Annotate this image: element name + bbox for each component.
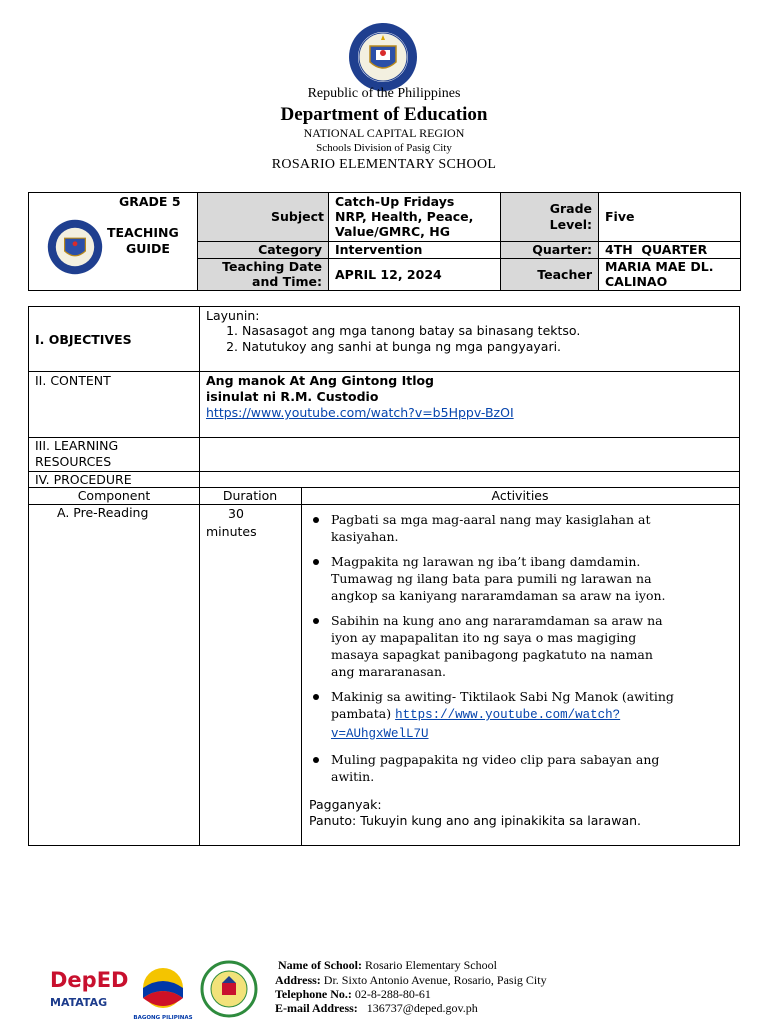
deped-seal-logo [348, 22, 418, 92]
objective-item: 1. Nasasagot ang mga tanong batay sa binasang tektso. [242, 323, 736, 339]
story-video-link[interactable]: https://www.youtube.com/watch?v=b5Hppv-BzOI [206, 405, 514, 420]
content-label: II. CONTENT [35, 373, 111, 388]
footer-school-name: Name of School: Rosario Elementary School [278, 958, 497, 972]
song-video-link[interactable]: https://www.youtube.com/watch? [395, 708, 621, 722]
republic-text: Republic of the Philippines [307, 86, 461, 101]
learning-resources-label: III. LEARNING RESOURCES [35, 438, 119, 469]
activity-item: Pagbati sa mga mag-aaral nang may kasiglahan at kasiyahan. [309, 511, 735, 545]
bagong-pilipinas-logo [132, 964, 194, 1022]
story-author: isinulat ni R.M. Custodio [206, 389, 379, 404]
info-table [28, 192, 741, 291]
teaching-date-value: APRIL 12, 2024 [335, 267, 442, 282]
teaching-guide-line2: GUIDE [126, 241, 170, 256]
school-name: ROSARIO ELEMENTARY SCHOOL [271, 157, 497, 172]
grade-level-value: Five [605, 209, 635, 224]
activity-item: Makinig sa awiting- Tiktilaok Sabi Ng Manok (awiting pambata) https://www.youtube.com/watch? v=AUhgxWelL7U [309, 688, 735, 743]
quarter-value: 4TH QUARTER [605, 242, 708, 257]
activities-list [309, 511, 735, 785]
department-title: Department of Education [280, 104, 488, 125]
objectives-content [206, 308, 736, 355]
bagong-pilipinas-text: BAGONG PILIPINAS [133, 1015, 193, 1021]
lesson-table [28, 306, 740, 846]
footer-email: E-mail Address: 136737@deped.gov.ph [275, 1001, 478, 1015]
bullet-icon [313, 757, 319, 763]
objectives-list [206, 323, 736, 355]
category-label: Category [258, 242, 322, 257]
activity-item: Sabihin na kung ano ang nararamdaman sa araw na iyon ay mapapalitan ito ng saya o mas magiging masaya sapagkat panibagong pagkatuto na naman ang mararanasan. [309, 612, 735, 680]
pagganyak-label: Pagganyak: [309, 797, 382, 812]
story-title: Ang manok At Ang Gintong Itlog [206, 373, 435, 388]
subject-value: Catch-Up Fridays NRP, Health, Peace, Value/GMRC, HG [335, 194, 474, 239]
layunin-label: Layunin: [206, 308, 260, 323]
duration-header: Duration [222, 488, 278, 503]
subject-label: Subject [271, 209, 324, 224]
activities-header: Activities [491, 488, 549, 503]
activity-item: Muling pagpapakita ng video clip para sabayan ang awitin. [309, 751, 735, 785]
objectives-label: I. OBJECTIVES [35, 332, 132, 347]
activities-list-container [309, 511, 735, 793]
quarter-label: Quarter: [532, 242, 592, 257]
bullet-icon [313, 618, 319, 624]
region-text: NATIONAL CAPITAL REGION [303, 126, 465, 140]
activity-item: Magpakita ng larawan ng iba’t ibang damdamin. Tumawag ng ilang bata para pumili ng larawan na angkop sa kaniyang nararamdaman sa araw na iyon. [309, 553, 735, 604]
division-text: Schools Division of Pasig City [316, 142, 452, 154]
objective-item: 2. Natutukoy ang sanhi at bunga ng mga pangyayari. [242, 339, 736, 355]
component-pre-reading: A. Pre-Reading [57, 505, 149, 520]
teaching-guide-line1: TEACHING [107, 225, 179, 240]
content-details [206, 373, 514, 421]
teacher-label: Teacher [537, 267, 592, 282]
teacher-value: MARIA MAE DL. CALINAO [605, 259, 714, 289]
rosario-school-logo [200, 960, 258, 1018]
component-header: Component [77, 488, 151, 503]
bullet-icon [313, 694, 319, 700]
category-value: Intervention [335, 242, 423, 257]
footer-telephone: Telephone No.: 02-8-288-80-61 [275, 987, 431, 1001]
grade-level-label: Grade Level: [549, 201, 592, 232]
footer-address: Address: Dr. Sixto Antonio Avenue, Rosario, Pasig City [275, 973, 547, 987]
deped-matatag-logo: DepED MATATAG [50, 968, 129, 1009]
song-video-link-cont[interactable]: v=AUhgxWelL7U [331, 727, 429, 741]
grade-text: GRADE 5 [119, 194, 181, 209]
panuto-text: Panuto: Tukuyin kung ano ang ipinakikita sa larawan. [309, 813, 641, 828]
deped-seal-small-logo [47, 219, 103, 275]
procedure-label: IV. PROCEDURE [35, 472, 132, 487]
duration-value: 30 minutes [206, 506, 257, 539]
motivation-block [309, 797, 641, 829]
teaching-date-label: Teaching Date and Time: [222, 259, 322, 289]
bullet-icon [313, 559, 319, 565]
bullet-icon [313, 517, 319, 523]
